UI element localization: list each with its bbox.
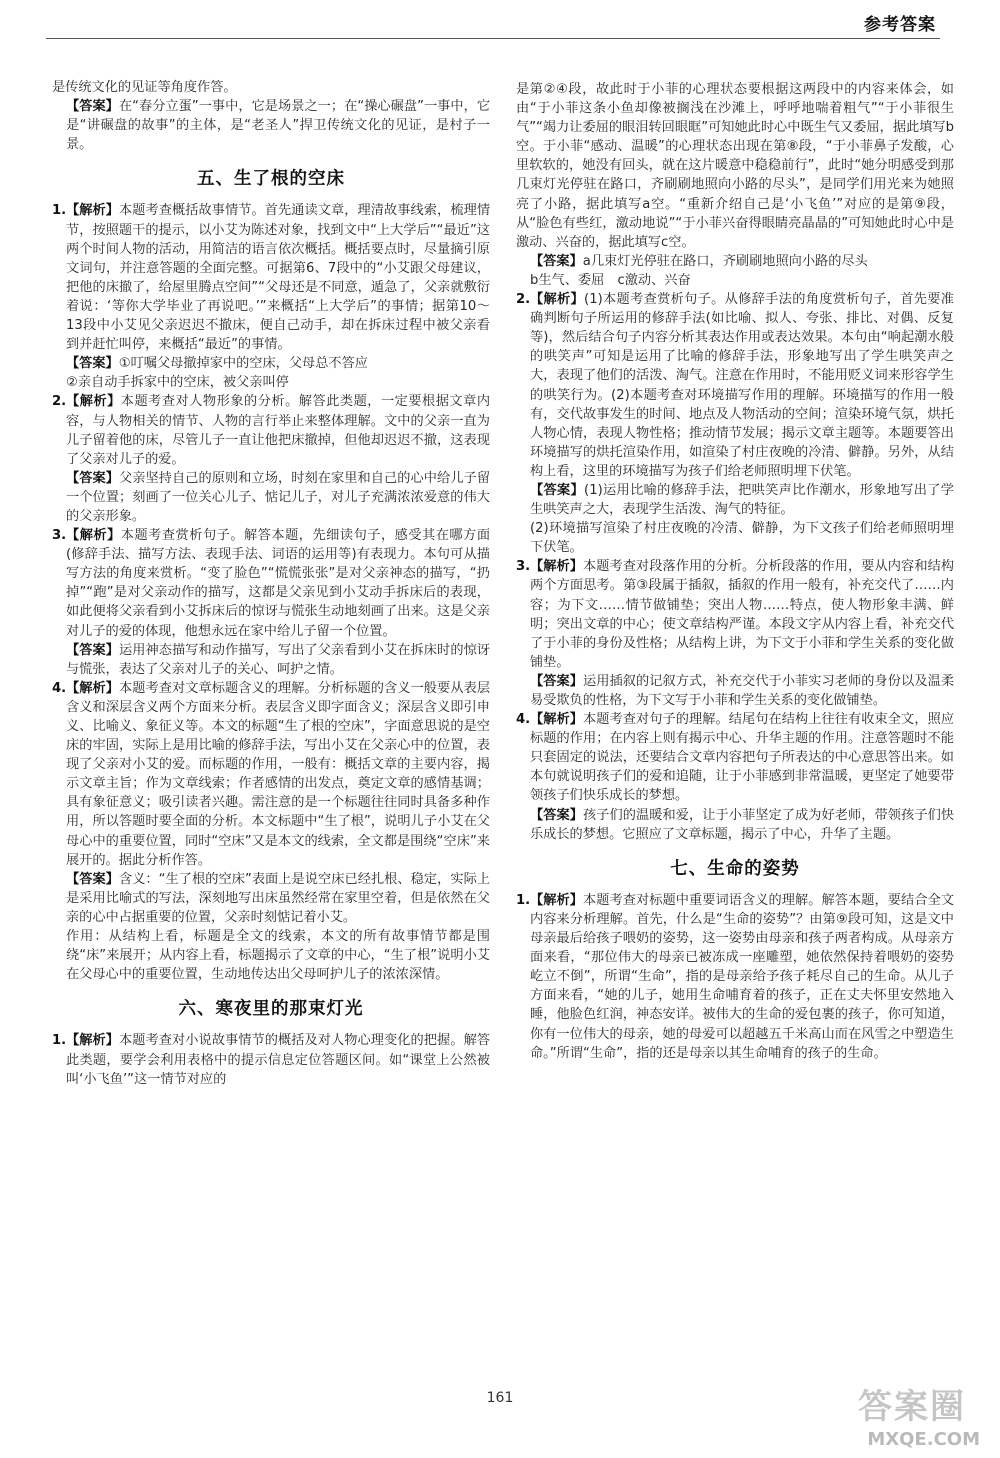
- answer-text: 运用神态描写和动作描写，写出了父亲看到小艾在拆床时的惊讶与慌张，表达了父亲对儿子的关心、呵护之情。: [66, 642, 491, 677]
- question-item: [516, 891, 954, 1063]
- answer-text: a几束灯光停驻在路口，齐刷刷地照向小路的尽头: [582, 253, 868, 269]
- answer-text: 父亲坚持自己的原则和立场，时刻在家里和自己的心中给儿子留一个位置；刻画了一位关心儿子、惦记儿子，对儿子充满浓浓爱意的伟大的父亲形象。: [66, 470, 491, 524]
- analysis-tag: 【解析】: [530, 292, 585, 308]
- question-number: 1.: [516, 892, 531, 908]
- header-label: 参考答案: [864, 15, 936, 35]
- analysis-text: 本题考查对标题中重要词语含义的理解。解答本题，要结合全文内容来分析理解。首先，什么是“生命的姿势”？由第⑨段可知，这是文中母亲最后给孩子喂奶的姿势，这一姿势由母亲和孩子两者构成。从母亲方面来看，“那位伟大的母亲已被冻成一座雕塑，她依然保持着喂奶的姿势屹立不倒”，所谓“生命”，指的是母亲给予孩子耗尽自己的生命。从儿子方面来看，“她的儿子，她用生命哺育着的孩子，正在丈夫怀里安然地入睡，他脸色红润，神态安详。被伟大的生命的爱包裹的孩子，你可知道，你有一位伟大的母亲，她的母爱可以超越五千米高山而在风雪之中塑造生命。”所谓“生命”，指的还是母亲以其生命哺育的孩子的生命。: [530, 892, 955, 1061]
- paragraph-text: 是传统文化的见证等角度作答。: [52, 80, 237, 95]
- answer-continued: [52, 373, 490, 392]
- answer-paragraph: [52, 97, 490, 154]
- analysis-tag: 【解析】: [66, 203, 120, 219]
- answer-continued: [516, 271, 954, 290]
- analysis-tag: 【解析】: [530, 559, 584, 575]
- analysis-text: 本题考查对人物形象的分析。解答此类题，一定要根据文章内容，与人物相关的情节、人物的言行举止来整体理解。文中的父亲一直为儿子留着他的床，尽管儿子一直让他把床撤掉，但他却迟迟不撤，这表现了父亲对儿子的爱。: [66, 394, 491, 467]
- question-item: [516, 557, 954, 672]
- analysis-text: 本题考查对段落作用的分析。分析段落的作用，要从内容和结构两个方面思考。第③段属于插叙，插叙的作用一般有，补充交代了……内容；为下文……情节做铺垫；突出人物……特点，使人物形象丰满、鲜明；突出文章的中心；使文章结构严谨。本段文字从内容上看，补充交代了于小菲的身份及性格；从结构上讲，为下文于小菲和学生关系的变化做铺垫。: [530, 559, 955, 670]
- answer-paragraph: [516, 672, 954, 710]
- section-title: 七、生命的姿势: [670, 858, 800, 879]
- answer-tag: 【答案】: [66, 470, 120, 486]
- section-title: 六、寒夜里的那束灯光: [178, 999, 364, 1020]
- answer-text: 孩子们的温暖和爱，让于小菲坚定了成为好老师，带领孩子们快乐成长的梦想。它照应了文章标题，揭示了中心，升华了主题。: [530, 807, 955, 842]
- answer-text: (1)运用比喻的修辞手法，把哄笑声比作潮水，形象地写出了学生哄笑声之大，表现学生活泼、淘气的特征。: [530, 482, 954, 518]
- question-item: [52, 1031, 490, 1088]
- analysis-tag: 【解析】: [66, 680, 120, 696]
- answer-tag: 【答案】: [530, 807, 584, 823]
- answer-paragraph: [52, 641, 490, 679]
- answer-paragraph: [52, 870, 490, 927]
- question-item: [516, 710, 954, 805]
- answer-tag: 【答案】: [66, 356, 119, 372]
- analysis-tag: 【解析】: [66, 1033, 120, 1049]
- left-column: [52, 78, 490, 1089]
- answer-tag: 【答案】: [530, 253, 583, 269]
- answer-paragraph: [52, 354, 490, 373]
- analysis-text: 本题考查对文章标题含义的理解。分析标题的含义一般要从表层含义和深层含义两个方面来分析。表层含义即字面含义；深层含义即引申义、比喻义、象征义等。本文的标题“生了根的空床”，字面意思说的是空床的牢固，实际上是用比喻的修辞手法，写出小艾在父亲心中的位置，表现了父亲对小艾的爱。而标题的作用，一般有：概括文章的主要内容，揭示文章主旨；作为文章线索；作者感情的出发点，奠定文章的感情基调；具有象征意义；吸引读者兴趣。需注意的是一个标题往往同时具备多种作用，所以答题时要全面的分析。本文标题中“生了根”，说明儿子小艾在父母心中的重要位置，同时“空床”又是本文的线索，全文都是围绕“空床”来展开的。据此分析作答。: [66, 680, 491, 868]
- question-number: 3.: [52, 528, 67, 544]
- watermark-logo: 答案圈: [858, 1387, 966, 1427]
- paragraph-text: 是第②④段，故此时于小菲的心理状态要根据这两段中的内容来体会，如由“于小菲这条小鱼却像被搁浅在沙滩上，呼呼地喘着粗气”“于小菲很生气”“竭力让委屈的眼泪转回眼眶”可知她此时心中既生气又委屈，据此填写b空。于小菲“感动、温暖”的心理状态出现在第⑧段，“于小菲鼻子发酸，心里软软的，她没有回头，就在这片暖意中稳稳前行”，此时“她分明感受到那几束灯光停驻在路口，齐刷刷地照向小路的尽头”，是同学们用光来为她照亮了小路，据此填写a空。“重新介绍自己是‘小飞鱼’”对应的是第⑨段，从“脸色有些红，激动地说”“于小菲兴奋得眼睛亮晶晶的”可知她此时心中是激动、兴奋的，据此填写c空。: [516, 82, 954, 250]
- question-number: 1.: [52, 203, 67, 219]
- question-number: 3.: [516, 559, 531, 575]
- question-number: 2.: [52, 394, 67, 410]
- analysis-text: (1)本题考查赏析句子。从修辞手法的角度赏析句子，首先要准确判断句子所运用的修辞手法(如比喻、拟人、夸张、排比、对偶、反复等)，然后结合句子内容分析其表达作用或表达效果。本句由“响起潮水般的哄笑声”可知是运用了比喻的修辞手法，形象地写出了学生哄笑声之大，表现了他们的活泼、淘气。注意在作用时，不能用贬义词来形容学生的哄笑行为。(2)本题考查对环境描写作用的理解。环境描写的作用一般有，交代故事发生的时间、地点及人物活动的空间；渲染环境气氛，烘托人物心情，表现人物性格；推动情节发展；揭示文章主题等。本题要答出环境描写的烘托渲染作用，如渲染了村庄夜晚的冷清、僻静。另外，从结构上看，这里的环境描写为孩子们给老师照明埋下伏笔。: [530, 292, 954, 479]
- answer-text: 在“春分立蛋”一事中，它是场景之一；在“操心碾盘”一事中，它是“讲碾盘的故事”的主体，是“老圣人”捍卫传统文化的见证，是村子一景。: [66, 99, 491, 153]
- analysis-text: 本题考查对句子的理解。结尾句在结构上往往有收束全文，照应标题的作用；在内容上则有揭示中心、升华主题的作用。注意答题时不能只套固定的说法，还要结合文章内容把句子所表达的中心意思答出来。如本句就说明孩子们的爱和追随，让于小菲感到非常温暖，更坚定了她要带领孩子们快乐成长的梦想。: [530, 712, 955, 804]
- question-item: [52, 392, 490, 468]
- question-item: [52, 201, 490, 354]
- answer-tag: 【答案】: [66, 99, 119, 115]
- analysis-text: 本题考查概括故事情节。首先通读文章，理清故事线索，梳理情节，按照题干的提示，以小艾为陈述对象，找到文中“上大学后”“最近”这两个时间人物的活动，用简洁的语言依次概括。概括要点时，尽量摘引原文词句，并注意答题的全面完整。可据第6、7段中的“小艾跟父母建议，把他的床撤了，给屋里腾点空间”“父母还是不同意，遁急了，父亲就敷衍着说：‘等你大学毕业了再说吧。’”来概括“上大学后”的事情；据第10～13段中小艾见父亲迟迟不撤床，便自己动手，却在拆床过程中被父亲看到并赶忙叫停，来概括“最近”的事情。: [66, 203, 491, 353]
- answer-text: ①叮嘱父母撤掉家中的空床，父母总不答应: [118, 356, 368, 372]
- right-column: [516, 80, 954, 1063]
- analysis-text: 本题考查对小说故事情节的概括及对人物心理变化的把握。解答此类题，要学会利用表格中的提示信息定位答题区间。如“课堂上公然被叫‘小飞鱼’”这一情节对应的: [66, 1033, 491, 1087]
- answer-continued: [52, 927, 490, 984]
- answer-paragraph: [516, 252, 954, 271]
- page-number: 161: [486, 1390, 514, 1406]
- question-item: [52, 679, 490, 870]
- header-rule: [46, 38, 940, 39]
- answer-tag: 【答案】: [66, 871, 119, 887]
- watermark-url: MXQE.COM: [867, 1429, 980, 1450]
- analysis-tag: 【解析】: [530, 892, 584, 908]
- answer-paragraph: [52, 469, 490, 526]
- answer-paragraph: [516, 481, 954, 519]
- question-item: [516, 290, 954, 481]
- continued-paragraph: [52, 78, 490, 97]
- question-number: 4.: [516, 712, 531, 728]
- question-item: [52, 526, 490, 641]
- answer-text: 含义：“生了根的空床”表面上是说空床已经扎根、稳定，实际上是采用比喻式的写法，深刻地写出床虽然经常在家里空着，但是依然在父亲的心中占据重要的位置，父亲时刻惦记着小艾。: [66, 871, 491, 925]
- analysis-tag: 【解析】: [66, 394, 121, 410]
- continued-paragraph: [516, 80, 954, 252]
- answer-text: 运用插叙的记叙方式，补充交代于小菲实习老师的身份以及温柔易受欺负的性格，为下文写于小菲和学生关系的变化做铺垫。: [530, 673, 955, 708]
- answer-text: 作用：从结构上看，标题是全文的线索，本文的所有故事情节都是围绕“床”来展开；从内容上看，标题揭示了文章的中心，“生了根”说明小艾在父母心中的重要位置，生动地传达出父母呵护儿子的浓浓深情。: [66, 929, 490, 983]
- answer-text: b生气、委屈 c激动、兴奋: [530, 272, 691, 288]
- answer-text: ②亲自动手拆家中的空床，被父亲叫停: [66, 375, 289, 391]
- analysis-tag: 【解析】: [530, 712, 584, 728]
- answer-continued: [516, 519, 954, 557]
- question-number: 2.: [516, 292, 531, 308]
- question-number: 4.: [52, 680, 67, 696]
- answer-tag: 【答案】: [530, 673, 584, 689]
- section-title: 五、生了根的空床: [197, 169, 345, 190]
- answer-tag: 【答案】: [66, 642, 120, 658]
- analysis-tag: 【解析】: [66, 528, 121, 544]
- answer-tag: 【答案】: [530, 482, 585, 498]
- answer-paragraph: [516, 806, 954, 844]
- analysis-text: 本题考查赏析句子。解答本题，先细读句子，感受其在哪方面(修辞手法、描写方法、表现手法、词语的运用等)有表现力。本句可从描写方法的角度来赏析。“变了脸色”“慌慌张张”是对父亲神态的描写，“扔掉”“跑”是对父亲动作的描写，这都是父亲见到小艾动手拆床后的表现，如此便将父亲看到小艾拆床后的惊讶与慌张生动地刻画了出来。这是父亲对儿子的爱的体现，他想永远在家中给儿子留一个位置。: [66, 528, 491, 639]
- question-number: 1.: [52, 1033, 67, 1049]
- answer-text: (2)环境描写渲染了村庄夜晚的冷清、僻静，为下文孩子们给老师照明埋下伏笔。: [530, 521, 954, 556]
